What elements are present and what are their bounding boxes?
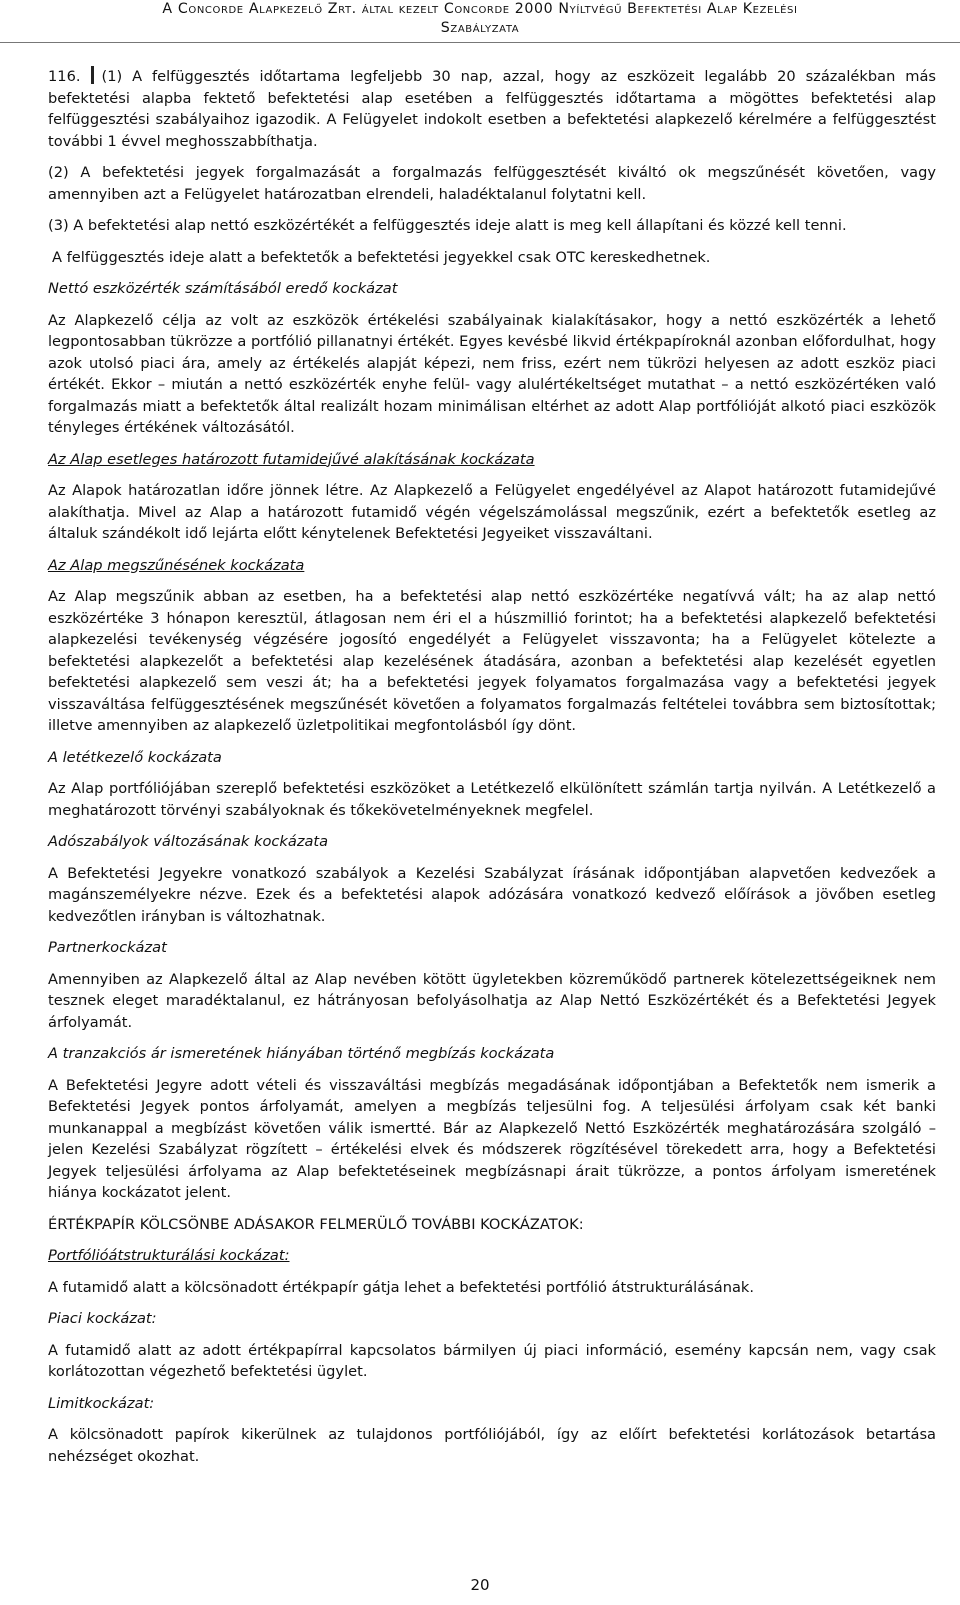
- lending-heading-limit: Limitkockázat:: [48, 1394, 155, 1412]
- page-number: 20: [470, 1576, 490, 1594]
- lending-risks-title: ÉRTÉKPAPÍR KÖLCSÖNBE ADÁSAKOR FELMERÜLŐ TOVÁBBI KOCKÁZATOK:: [48, 1215, 584, 1233]
- section-body-transaction-price-risk: A Befektetési Jegyre adott vételi és visszaváltási megbízás megadásának időpontjában a Befektetők nem ismerik a Befektetési Jegyek pontos árfolyamát, amelyen a megbízás teljesülni fog. A teljesülési árfolyam csak két banki munkanappal a megbízást követően válik ismertté. Bár az Alapkezelő Nettó Eszközérték meghatározására szolgáló – jelen Kezelési Szabályzat rögzített – értékelési elvek és módszerek rögzítésével törekedett arra, hogy a Befektetési Jegyek teljesülési árfolyama az Alap befektetéseinek megbízásnapi árait tükrözze, a pontos árfolyam ismeretének hiánya kockázatot jelent.: [48, 1076, 936, 1201]
- paragraph-116-1: [48, 66, 936, 152]
- lending-body-limit: A kölcsönadott papírok kikerülnek az tulajdonos portfóliójából, így az előírt befektetési korlátozások betartása nehézséget okozhat.: [48, 1426, 936, 1465]
- section-heading-custodian-risk: A letétkezelő kockázata: [48, 748, 222, 766]
- section-body-nav-risk: Az Alapkezelő célja az volt az eszközök értékelési szabályainak kialakításakor, hogy a nettó eszközérték a lehető legpontosabban tükrözze a portfólió pillanatnyi értékét. Egyes kevésbé likvid értékpapíroknál azonban előfordulhat, hogy azok utolsó piaci ára, amely az értékelés alapját képezi, nem friss, ezért nem tükrözi helyesen az adott eszköz piaci értékét. Ekkor – miután a nettó eszközérték enyhe felül- vagy alulértékeltséget mutathat – a nettó eszközértéken való forgalmazás miatt a befektetők által realizált hozam minimálisan eltérhet az adott Alap portfólióját alkotó piaci eszközök tényleges értékének változásától.: [48, 311, 936, 436]
- section-body-partner-risk: Amennyiben az Alapkezelő által az Alap nevében kötött ügyletekben közreműködő partnerek kötelezettségeiknek nem tesznek eleget maradéktalanul, ez hátrányosan befolyásolhatja az Alap Nettó Eszközértékét és a Befektetési Jegyek árfolyamát.: [48, 970, 936, 1031]
- lending-body-restructuring: A futamidő alatt a kölcsönadott értékpapír gátja lehet a befektetési portfólió átstrukturálásának.: [48, 1278, 754, 1296]
- paragraph-text: (1) A felfüggesztés időtartama legfeljebb 30 nap, azzal, hogy az eszközeit legalább 20 százalékban más befektetési alapba fektető befektetési alap esetében a felfüggesztés időtartama a mögöttes befektetési alap felfüggesztési szabályaihoz igazodik. A Felügyelet indokolt esetben a befektetési alapkezelő kérelmére a felfüggesztést további 1 évvel meghosszabbíthatja.: [48, 68, 936, 150]
- change-bar-icon: [89, 66, 96, 84]
- section-heading-partner-risk: Partnerkockázat: [48, 939, 167, 956]
- paragraph-116-3: (3) A befektetési alap nettó eszközértékét a felfüggesztés ideje alatt is meg kell állapítani és közzé kell tenni.: [48, 217, 847, 234]
- section-body-fixed-term-risk: Az Alapok határozatlan időre jönnek létre. Az Alapkezelő a Felügyelet engedélyével az Alapot határozott futamidejűvé alakíthatja. Mivel az Alap a határozott futamidő végén végelszámolással megszűnik, ezért a befektetők esetleg az általuk szándékolt idő lejárta előtt kénytelenek Befektetési Jegyeiket visszaváltani.: [48, 482, 936, 542]
- section-body-custodian-risk: Az Alap portfóliójában szereplő befektetési eszközöket a Letétkezelő elkülönített számlán tartja nyilván. A Letétkezelő a meghatározott törvényi szabályoknak és tőkekövetelményeknek megfelel.: [48, 780, 936, 819]
- header-rule: [0, 42, 960, 43]
- header-line-2: Szabályzata: [440, 20, 520, 36]
- lending-heading-market: Piaci kockázat:: [48, 1310, 157, 1327]
- section-heading-transaction-price-risk: A tranzakciós ár ismeretének hiányában történő megbízás kockázata: [48, 1045, 555, 1062]
- section-body-termination-risk: Az Alap megszűnik abban az esetben, ha a befektetési alap nettó eszközértéke negatívvá vált; ha az alap nettó eszközértéke 3 hónapon keresztül, átlagosan nem éri el a húszmillió forintot; ha a befektetési alapkezelő befektetési alapkezelési tevékenység végzésére jogosító engedélyét a Felügyelet visszavonta; ha a Felügyelet kötelezte a befektetési alapkezelőt a befektetési alap kezelésének átadására, azonban a befektetési alap kezelését egyetlen befektetési alapkezelő sem veszi át; ha a befektetési jegyek folyamatos forgalmazása vagy a befektetési jegyek visszaváltása felfüggesztésének megszűnését követően a folyamatos forgalmazás feltételei továbbra sem biztosítottak; illetve amennyiben az alapkezelő üzletpolitikai megfontolásból így dönt.: [48, 588, 936, 734]
- paragraph-116-4: A felfüggesztés ideje alatt a befektetők a befektetési jegyekkel csak OTC kereskedhetnek.: [52, 248, 711, 266]
- section-heading-nav-risk: Nettó eszközérték számításából eredő kockázat: [48, 280, 398, 297]
- section-body-tax-risk: A Befektetési Jegyekre vonatkozó szabályok a Kezelési Szabályzat írásának időpontjában alapvetően kedvezőek a magánszemélyekre nézve. Ezek és a befektetési alapok adózására vonatkozó kedvező előírások a jövőben esetleg kedvezőtlen irányban is változhatnak.: [48, 864, 936, 925]
- lending-heading-restructuring: Portfólióátstrukturálási kockázat:: [48, 1247, 290, 1264]
- lending-body-market: A futamidő alatt az adott értékpapírral kapcsolatos bármilyen új piaci információ, esemény kapcsán nem, vagy csak korlátozottan végezhető befektetési ügylet.: [48, 1341, 936, 1380]
- page-content: [48, 66, 936, 1477]
- paragraph-116-2: (2) A befektetési jegyek forgalmazását a forgalmazás felfüggesztését kiváltó ok megszűnését követően, vagy amennyiben azt a Felügyelet határozatban elrendeli, haladéktalanul folytatni kell.: [48, 164, 936, 203]
- page-header: [0, 0, 960, 40]
- section-heading-fixed-term-risk: Az Alap esetleges határozott futamidejűvé alakításának kockázata: [48, 450, 535, 468]
- header-line-1: A Concorde Alapkezelő Zrt. által kezelt Concorde 2000 Nyíltvégű Befektetési Alap Kezelési: [162, 1, 798, 17]
- section-heading-tax-risk: Adószabályok változásának kockázata: [48, 833, 329, 850]
- section-number: 116.: [48, 68, 81, 85]
- section-heading-termination-risk: Az Alap megszűnésének kockázata: [48, 556, 305, 574]
